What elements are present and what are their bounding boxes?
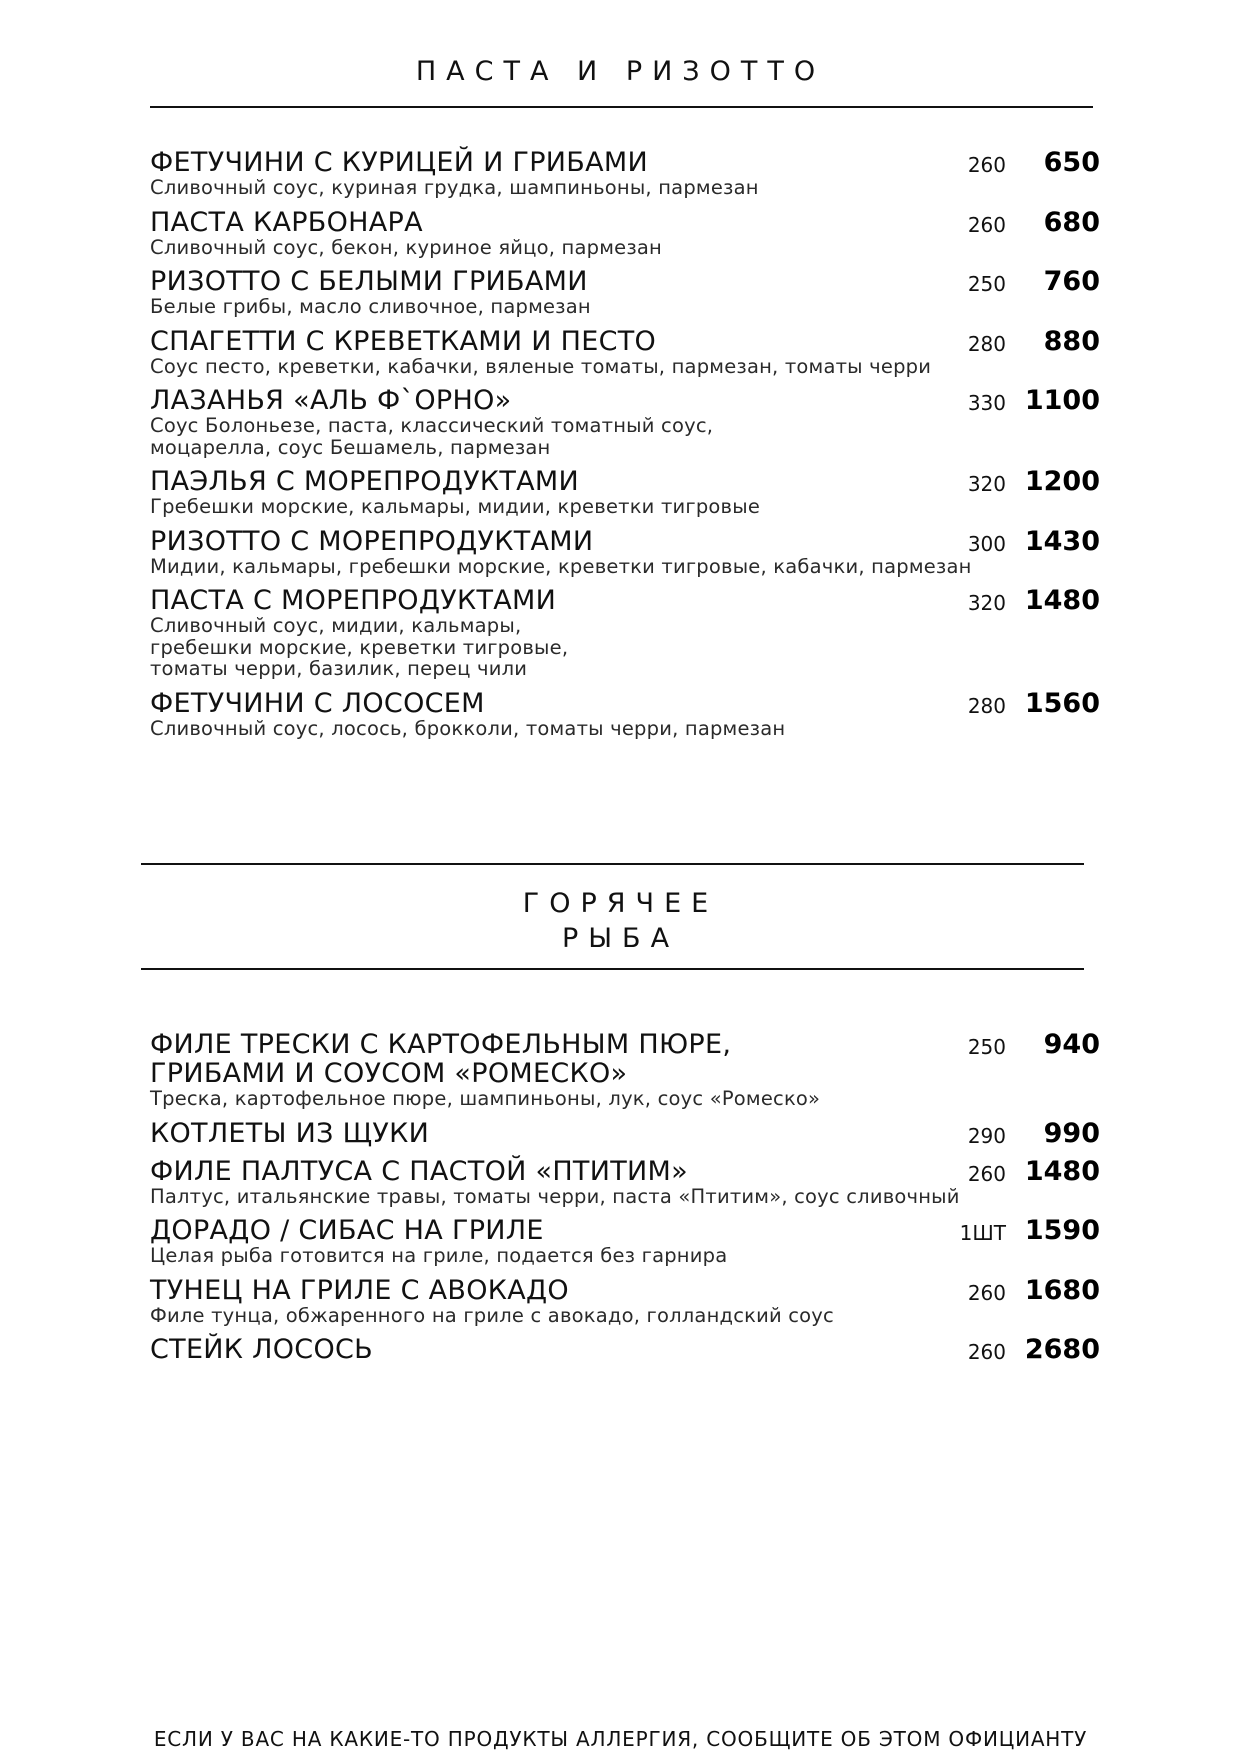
dish-description: Сливочный соус, лосось, брокколи, томаты черри, пармезан: [150, 716, 786, 740]
dish-name: РИЗОТТО С МОРЕПРОДУКТАМИ: [150, 525, 594, 557]
pasta-menu-list: [150, 148, 1100, 739]
menu-item: [150, 527, 1100, 578]
dish-price: 680: [1043, 206, 1100, 238]
dish-name: СПАГЕТТИ С КРЕВЕТКАМИ И ПЕСТО: [150, 325, 657, 357]
menu-item: [150, 1216, 1100, 1267]
menu-item: [150, 1030, 1100, 1110]
dish-weight: 280: [967, 693, 1006, 718]
menu-item: [150, 1157, 1100, 1208]
menu-item: [150, 689, 1100, 740]
dish-name: ТУНЕЦ НА ГРИЛЕ С АВОКАДО: [150, 1274, 569, 1306]
dish-price: 760: [1043, 266, 1100, 297]
hot-bottom-divider: [141, 968, 1084, 970]
dish-name: ЛАЗАНЬЯ «АЛЬ Ф`ОРНО»: [150, 385, 512, 416]
dish-weight: 320: [967, 472, 1006, 496]
dish-weight: 250: [967, 1035, 1006, 1059]
dish-weight: 250: [967, 272, 1006, 296]
dish-weight: 1ШТ: [959, 1221, 1006, 1245]
dish-weight: 260: [967, 1161, 1006, 1186]
dish-description: Соус Болоньезе, паста, классический томатный соус,: [150, 414, 714, 437]
dish-weight: 290: [967, 1123, 1006, 1148]
dish-description: Филе тунца, обжаренного на гриле с авокадо, голландский соус: [150, 1303, 834, 1327]
dish-description: Мидии, кальмары, гребешки морские, креветки тигровые, кабачки, пармезан: [150, 554, 972, 578]
dish-price: 1100: [1024, 385, 1100, 416]
dish-price: 1560: [1024, 687, 1100, 719]
menu-item: [150, 148, 1100, 199]
menu-item: [150, 1119, 1100, 1148]
dish-description: Белые грибы, масло сливочное, пармезан: [150, 295, 591, 318]
dish-name: ПАЭЛЬЯ С МОРЕПРОДУКТАМИ: [150, 466, 580, 497]
dish-price: 650: [1043, 147, 1100, 178]
dish-name: ПАСТА КАРБОНАРА: [150, 206, 423, 238]
dish-price: 1200: [1024, 466, 1100, 497]
dish-price: 940: [1043, 1029, 1100, 1060]
dish-name: РИЗОТТО С БЕЛЫМИ ГРИБАМИ: [150, 266, 588, 297]
dish-price: 2680: [1024, 1334, 1100, 1365]
dish-price: 1680: [1024, 1274, 1100, 1306]
fish-menu-list: [150, 1030, 1100, 1364]
menu-item: [150, 386, 1100, 458]
dish-name: ФИЛЕ ПАЛТУСА С ПАСТОЙ «ПТИТИМ»: [150, 1155, 688, 1187]
menu-item: [150, 467, 1100, 518]
dish-description: Соус песто, креветки, кабачки, вяленые томаты, пармезан, томаты черри: [150, 354, 932, 378]
dish-price: 880: [1043, 325, 1100, 357]
menu-item: [150, 327, 1100, 378]
dish-name: ФЕТУЧИНИ С ЛОСОСЕМ: [150, 687, 485, 719]
pasta-section-title: ПАСТА И РИЗОТТО: [415, 56, 826, 87]
dish-name: ГРИБАМИ И СОУСОМ «РОМЕСКО»: [150, 1058, 628, 1089]
dish-weight: 260: [967, 212, 1006, 237]
dish-description: моцарелла, соус Бешамель, пармезан: [150, 435, 551, 459]
dish-weight: 260: [967, 153, 1006, 177]
hot-top-divider: [141, 863, 1084, 865]
dish-name: ФИЛЕ ТРЕСКИ С КАРТОФЕЛЬНЫМ ПЮРЕ,: [150, 1029, 732, 1060]
dish-description: Сливочный соус, мидии, кальмары,: [150, 614, 522, 637]
menu-item: [150, 1276, 1100, 1327]
dish-name: КОТЛЕТЫ ИЗ ЩУКИ: [150, 1117, 430, 1149]
dish-price: 1480: [1024, 1155, 1100, 1187]
dish-weight: 320: [967, 591, 1006, 615]
dish-description: Целая рыба готовится на гриле, подается без гарнира: [150, 1244, 728, 1267]
dish-description: томаты черри, базилик, перец чили: [150, 657, 528, 680]
dish-weight: 260: [967, 1280, 1006, 1305]
menu-item: [150, 208, 1100, 259]
dish-weight: 260: [967, 1340, 1006, 1364]
fish-subsection-title: РЫБА: [561, 923, 680, 954]
pasta-top-divider: [150, 106, 1093, 108]
dish-description: Треска, картофельное пюре, шампиньоны, лук, соус «Ромеско»: [150, 1087, 821, 1110]
dish-price: 990: [1043, 1117, 1100, 1149]
dish-weight: 280: [967, 331, 1006, 356]
dish-price: 1430: [1024, 525, 1100, 557]
dish-name: СТЕЙК ЛОСОСЬ: [150, 1334, 373, 1365]
allergy-notice: ЕСЛИ У ВАС НА КАКИЕ-ТО ПРОДУКТЫ АЛЛЕРГИЯ, СООБЩИТЕ ОБ ЭТОМ ОФИЦИАНТУ: [153, 1727, 1088, 1751]
dish-description: Сливочный соус, куриная грудка, шампиньоны, пармезан: [150, 176, 759, 199]
menu-item: [150, 267, 1100, 318]
dish-description: Палтус, итальянские травы, томаты черри, паста «Птитим», соус сливочный: [150, 1184, 960, 1208]
dish-name: ПАСТА С МОРЕПРОДУКТАМИ: [150, 585, 557, 616]
dish-weight: 330: [967, 391, 1006, 415]
dish-price: 1480: [1024, 585, 1100, 616]
hot-section-title: ГОРЯЧЕЕ: [522, 888, 719, 919]
dish-weight: 300: [967, 531, 1006, 556]
dish-description: Сливочный соус, бекон, куриное яйцо, пармезан: [150, 235, 663, 259]
dish-name: ФЕТУЧИНИ С КУРИЦЕЙ И ГРИБАМИ: [150, 147, 648, 178]
dish-name: ДОРАДО / СИБАС НА ГРИЛЕ: [150, 1215, 544, 1246]
menu-item: [150, 1335, 1100, 1364]
dish-description: Гребешки морские, кальмары, мидии, креветки тигровые: [150, 495, 761, 518]
dish-description: гребешки морские, креветки тигровые,: [150, 635, 569, 659]
dish-price: 1590: [1024, 1215, 1100, 1246]
menu-item: [150, 586, 1100, 680]
